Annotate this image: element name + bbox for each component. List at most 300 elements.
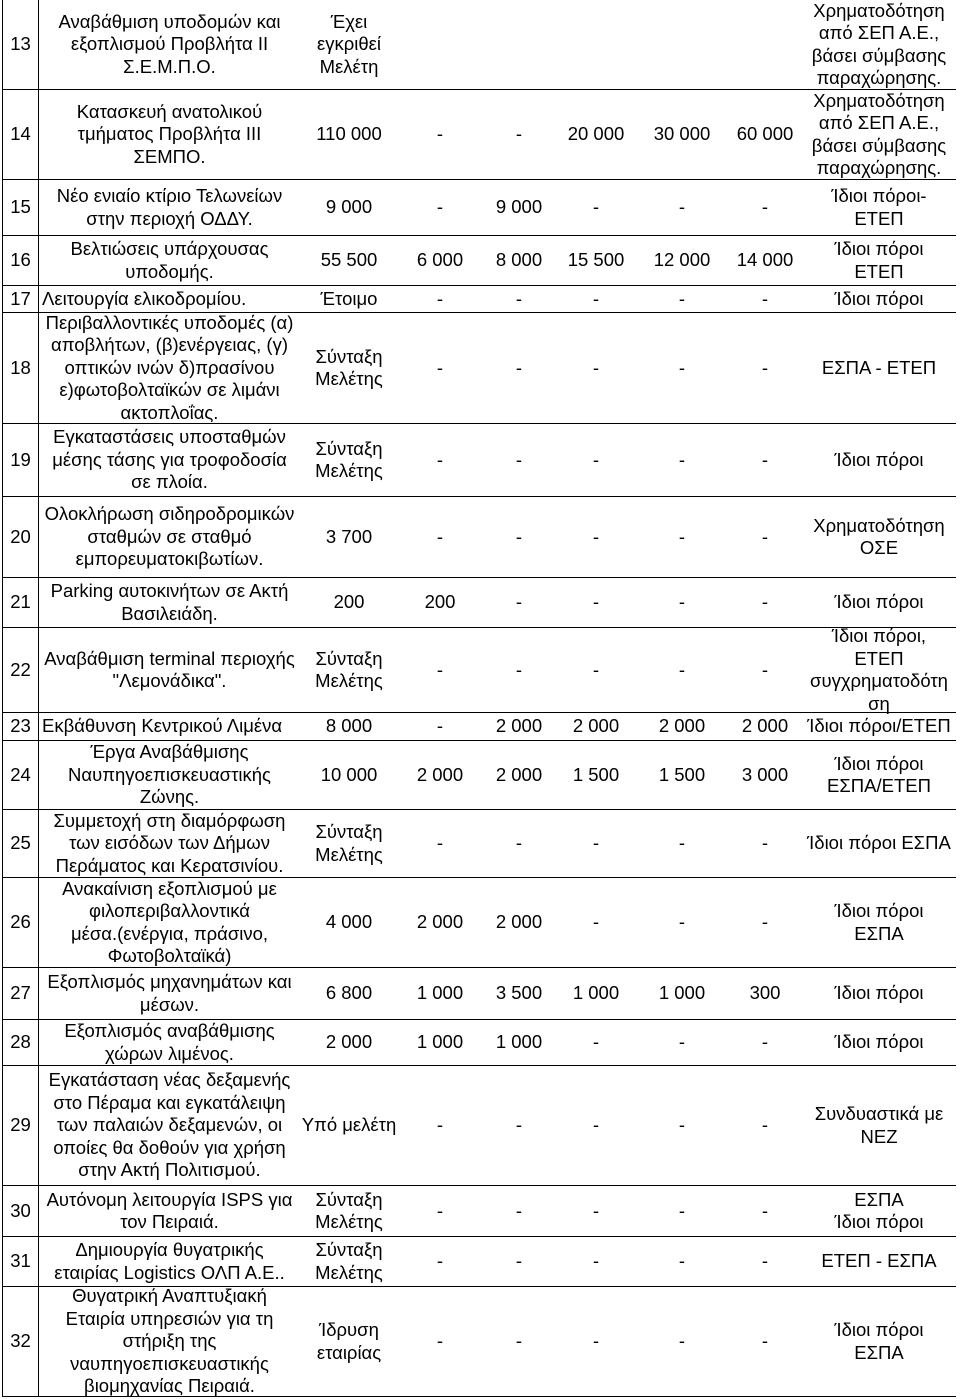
value-cell <box>482 1287 556 1396</box>
value-cell <box>728 1237 802 1286</box>
value: - <box>678 356 686 378</box>
value-cell <box>482 0 556 89</box>
value-cell <box>728 1066 802 1185</box>
project-description-cell <box>39 968 300 1019</box>
value-cell <box>482 497 556 577</box>
value-cell <box>482 424 556 496</box>
value: 1 500 <box>572 763 620 785</box>
row-number-cell <box>3 424 39 496</box>
value-cell <box>482 286 556 312</box>
value: - <box>515 1114 523 1136</box>
value: 2 000 <box>495 911 543 933</box>
status-or-total-cell <box>300 878 398 967</box>
funding-source: Χρηματοδότηση ΟΣΕ <box>813 514 945 558</box>
value: 2 000 <box>572 715 620 737</box>
value: 3 500 <box>495 982 543 1004</box>
funding-source-cell <box>802 1020 956 1065</box>
table-row <box>3 578 956 628</box>
status-or-total-cell <box>300 497 398 577</box>
table-row <box>3 1066 956 1186</box>
row-number: 20 <box>10 525 31 547</box>
value: - <box>761 591 769 613</box>
row-number-cell <box>3 741 39 809</box>
value: - <box>436 196 444 218</box>
value-cell <box>398 968 482 1019</box>
value: 1 500 <box>658 763 706 785</box>
project-description: Εξοπλισμός μηχανημάτων και μέσων. <box>47 971 292 1015</box>
project-description: Εξοπλισμός αναβάθμισης χώρων λιμένος. <box>64 1020 275 1064</box>
value: 3 000 <box>741 763 789 785</box>
project-description-cell <box>39 236 300 285</box>
status-or-total: Σύνταξη Μελέτης <box>315 437 383 481</box>
status-or-total-cell <box>300 1287 398 1396</box>
value-cell <box>556 1186 636 1236</box>
row-number-cell <box>3 236 39 285</box>
funding-source: Ίδιοι πόροι ΕΣΠΑ <box>807 832 951 854</box>
value: - <box>592 911 600 933</box>
value-cell <box>398 810 482 877</box>
funding-source: Ίδιοι πόροι ΕΣΠΑ/ΕΤΕΠ <box>827 752 931 796</box>
funding-source-cell <box>802 497 956 577</box>
value-cell <box>636 1066 728 1185</box>
funding-source-cell <box>802 878 956 967</box>
value: - <box>592 196 600 218</box>
value: 6 000 <box>416 249 464 271</box>
status-or-total: 2 000 <box>325 1031 373 1053</box>
status-or-total-cell <box>300 424 398 496</box>
value: - <box>592 356 600 378</box>
project-description: Λειτουργία ελικοδρομίου. <box>42 287 247 309</box>
value-cell <box>398 286 482 312</box>
funding-source-cell <box>802 90 956 179</box>
value-cell <box>556 1237 636 1286</box>
value-cell <box>636 578 728 627</box>
value: 15 500 <box>567 249 625 271</box>
value: - <box>761 1114 769 1136</box>
value: 12 000 <box>653 249 711 271</box>
value: - <box>436 448 444 470</box>
value: - <box>761 356 769 378</box>
value: - <box>515 356 523 378</box>
project-description: Εκβάθυνση Κεντρικού Λιμένα <box>42 715 283 737</box>
status-or-total-cell <box>300 741 398 809</box>
value: - <box>592 287 600 309</box>
value: 2 000 <box>416 911 464 933</box>
value-cell <box>636 424 728 496</box>
row-number-cell <box>3 1237 39 1286</box>
value-cell <box>556 1020 636 1065</box>
row-number: 26 <box>10 911 31 933</box>
value-cell <box>556 741 636 809</box>
value-cell <box>636 1237 728 1286</box>
funding-source: Χρηματοδότηση από ΣΕΠ Α.Ε., βάσει σύμβασης παραχώρησης. <box>811 89 947 178</box>
status-or-total-cell <box>300 0 398 89</box>
value: - <box>436 356 444 378</box>
funding-source: Ίδιοι πόροι <box>834 287 924 309</box>
funding-source: Ίδιοι πόροι, ΕΤΕΠ συγχρηματοδότη ση <box>810 625 948 714</box>
value-cell <box>636 497 728 577</box>
status-or-total: 9 000 <box>325 196 373 218</box>
value-cell <box>728 180 802 235</box>
value-cell <box>398 236 482 285</box>
value: 8 000 <box>495 249 543 271</box>
value-cell <box>482 1020 556 1065</box>
value-cell <box>728 741 802 809</box>
funding-source-cell <box>802 578 956 627</box>
value-cell <box>728 424 802 496</box>
value-cell <box>482 878 556 967</box>
value-cell <box>398 1066 482 1185</box>
funding-source: Ίδιοι πόροι <box>834 448 924 470</box>
value: - <box>515 448 523 470</box>
status-or-total: 55 500 <box>320 249 378 271</box>
value: - <box>761 1250 769 1272</box>
project-description: Έργα Αναβάθμισης Ναυπηγοεπισκευαστικής Ζώνης. <box>68 741 271 808</box>
value: - <box>678 1199 686 1221</box>
value-cell <box>398 628 482 712</box>
value-cell <box>636 713 728 740</box>
value: - <box>515 525 523 547</box>
value-cell <box>398 90 482 179</box>
funding-source: ΕΣΠΑ Ίδιοι πόροι <box>834 1188 924 1232</box>
value-cell <box>636 286 728 312</box>
funding-source-cell <box>802 1237 956 1286</box>
table-row <box>3 1020 956 1066</box>
status-or-total-cell <box>300 1186 398 1236</box>
row-number-cell <box>3 1066 39 1185</box>
table-row <box>3 0 956 90</box>
table-row <box>3 236 956 286</box>
project-description: Ολοκλήρωση σιδηροδρομικών σταθμών σε σταθμό εμπορευματοκιβωτίων. <box>44 503 295 570</box>
value: 60 000 <box>736 123 794 145</box>
status-or-total: Σύνταξη Μελέτης <box>315 1188 383 1232</box>
status-or-total-cell <box>300 1066 398 1185</box>
value: - <box>436 525 444 547</box>
value-cell <box>636 1287 728 1396</box>
project-description-cell <box>39 713 300 740</box>
value-cell <box>728 313 802 423</box>
table-row <box>3 713 956 741</box>
value: - <box>436 715 444 737</box>
value-cell <box>728 810 802 877</box>
value: - <box>761 1330 769 1352</box>
value-cell <box>556 497 636 577</box>
value: 1 000 <box>658 982 706 1004</box>
project-description: Κατασκευή ανατολικού τμήματος Προβλήτα ΙΙΙ ΣΕΜΠΟ. <box>76 100 263 167</box>
value-cell <box>398 424 482 496</box>
project-description: Εγκαταστάσεις υποσταθμών μέσης τάσης για τροφοδοσία σε πλοία. <box>52 426 287 493</box>
funding-source-cell <box>802 968 956 1019</box>
table-row <box>3 313 956 424</box>
value: 20 000 <box>567 123 625 145</box>
project-description: Συμμετοχή στη διαμόρφωση των εισόδων των Δήμων Περάματος και Κερατσινίου. <box>53 809 286 876</box>
row-number: 22 <box>10 658 31 680</box>
table-row <box>3 878 956 968</box>
value: - <box>592 658 600 680</box>
status-or-total: 3 700 <box>325 525 373 547</box>
table-row <box>3 286 956 313</box>
status-or-total-cell <box>300 968 398 1019</box>
project-description: Αναβάθμιση υποδομών και εξοπλισμού Προβλήτα ΙΙ Σ.Ε.Μ.Π.Ο. <box>58 10 281 77</box>
table-row <box>3 1237 956 1287</box>
status-or-total: Έτοιμο <box>320 287 378 309</box>
funding-source: Ίδιοι πόροι <box>834 591 924 613</box>
value-cell <box>728 236 802 285</box>
row-number-cell <box>3 628 39 712</box>
project-description-cell <box>39 424 300 496</box>
project-description: Περιβαλλοντικές υποδομές (α) αποβλήτων, (β)ενέργειας, (γ) οπτικών ινών δ)πρασίνου ε)φωτοβολταϊκών σε λιμάνι ακτοπλοΐας. <box>45 311 294 423</box>
value: - <box>678 525 686 547</box>
status-or-total: Σύνταξη Μελέτης <box>315 821 383 865</box>
value-cell <box>728 968 802 1019</box>
funding-source-cell <box>802 741 956 809</box>
row-number: 21 <box>10 591 31 613</box>
value: - <box>515 123 523 145</box>
project-description: Αναβάθμιση terminal περιοχής "Λεμονάδικα". <box>44 647 295 691</box>
status-or-total: Έχει εγκριθεί Μελέτη <box>316 10 382 77</box>
funding-source: Ίδιοι πόροι- ΕΤΕΠ <box>831 185 927 229</box>
value: - <box>515 287 523 309</box>
table-row <box>3 424 956 497</box>
project-description-cell <box>39 0 300 89</box>
value: 9 000 <box>495 196 543 218</box>
value-cell <box>398 180 482 235</box>
value-cell <box>556 1066 636 1185</box>
value: 2 000 <box>416 763 464 785</box>
value-cell <box>636 313 728 423</box>
project-description-cell <box>39 180 300 235</box>
row-number-cell <box>3 90 39 179</box>
funding-source: Ίδιοι πόροι/ΕΤΕΠ <box>807 715 951 737</box>
value-cell <box>482 1186 556 1236</box>
value: - <box>592 525 600 547</box>
value: - <box>436 658 444 680</box>
status-or-total-cell <box>300 810 398 877</box>
funding-source-cell <box>802 236 956 285</box>
funding-source: Ίδιοι πόροι ΕΣΠΑ <box>834 1319 924 1363</box>
status-or-total: 6 800 <box>325 982 373 1004</box>
value: - <box>592 832 600 854</box>
funding-source-cell <box>802 180 956 235</box>
value-cell <box>728 1287 802 1396</box>
funding-source: ΕΤΕΠ - ΕΣΠΑ <box>821 1250 937 1272</box>
value-cell <box>398 878 482 967</box>
value-cell <box>636 0 728 89</box>
status-or-total-cell <box>300 236 398 285</box>
funding-source: Ίδιοι πόροι ΕΣΠΑ <box>834 900 924 944</box>
status-or-total: Σύνταξη Μελέτης <box>315 647 383 691</box>
value: 1 000 <box>416 982 464 1004</box>
value-cell <box>636 878 728 967</box>
value: - <box>761 1199 769 1221</box>
status-or-total-cell <box>300 313 398 423</box>
funding-source: Χρηματοδότηση από ΣΕΠ Α.Ε., βάσει σύμβασης παραχώρησης. <box>811 0 947 88</box>
row-number-cell <box>3 1186 39 1236</box>
value: - <box>592 1250 600 1272</box>
value: - <box>436 287 444 309</box>
value: 14 000 <box>736 249 794 271</box>
table-row <box>3 741 956 810</box>
value: - <box>761 196 769 218</box>
row-number-cell <box>3 0 39 89</box>
value-cell <box>482 90 556 179</box>
value-cell <box>482 810 556 877</box>
project-description-cell <box>39 810 300 877</box>
funding-source: Συνδυαστικά με ΝΕΖ <box>814 1103 944 1147</box>
project-description-cell <box>39 1237 300 1286</box>
row-number-cell <box>3 810 39 877</box>
value-cell <box>636 90 728 179</box>
value-cell <box>728 90 802 179</box>
project-description: Parking αυτοκινήτων σε Ακτή Βασιλειάδη. <box>50 580 289 624</box>
value: 2 000 <box>741 715 789 737</box>
value-cell <box>398 713 482 740</box>
value-cell <box>728 713 802 740</box>
project-description: Αυτόνομη λειτουργία ISPS για τον Πειραιά. <box>46 1188 293 1232</box>
funding-source-cell <box>802 1287 956 1396</box>
value-cell <box>728 286 802 312</box>
value: - <box>592 448 600 470</box>
value: 200 <box>424 591 456 613</box>
value: - <box>515 832 523 854</box>
value: - <box>436 123 444 145</box>
funding-source-cell <box>802 0 956 89</box>
row-number-cell <box>3 497 39 577</box>
value-cell <box>636 968 728 1019</box>
project-description-cell <box>39 578 300 627</box>
value: 300 <box>749 982 781 1004</box>
value-cell <box>556 810 636 877</box>
value: - <box>678 1250 686 1272</box>
value-cell <box>728 1020 802 1065</box>
project-description: Εγκατάσταση νέας δεξαμενής στο Πέραμα και εγκατάλειψη των παλαιών δεξαμενών, οι οποίες θα δοθούν για χρήση στην Ακτή Πολιτισμού. <box>48 1069 291 1181</box>
value-cell <box>556 968 636 1019</box>
table-row <box>3 625 956 714</box>
status-or-total-cell <box>300 286 398 312</box>
value-cell <box>636 180 728 235</box>
value-cell <box>728 497 802 577</box>
value: - <box>436 1114 444 1136</box>
row-number-cell <box>3 1020 39 1065</box>
value-cell <box>482 180 556 235</box>
value-cell <box>482 578 556 627</box>
project-description: Θυγατρική Αναπτυξιακή Εταιρία υπηρεσιών για τη στήριξη της ναυπηγοεπισκευαστικής βιομηχανίας Πειραιά. <box>65 1285 274 1397</box>
value: - <box>678 911 686 933</box>
value: - <box>592 1031 600 1053</box>
project-description-cell <box>39 741 300 809</box>
value-cell <box>398 1186 482 1236</box>
status-or-total-cell <box>300 578 398 627</box>
project-description-cell <box>39 1186 300 1236</box>
value-cell <box>398 741 482 809</box>
value-cell <box>398 1020 482 1065</box>
value: - <box>515 1199 523 1221</box>
status-or-total-cell <box>300 90 398 179</box>
row-number-cell <box>3 180 39 235</box>
table-row <box>3 90 956 180</box>
value: 2 000 <box>495 763 543 785</box>
row-number: 16 <box>10 249 31 271</box>
value: - <box>761 911 769 933</box>
status-or-total-cell <box>300 628 398 712</box>
funding-source: Ίδιοι πόροι <box>834 982 924 1004</box>
table-row <box>3 968 956 1020</box>
row-number-cell <box>3 578 39 627</box>
value: - <box>761 832 769 854</box>
value-cell <box>556 424 636 496</box>
value: - <box>678 591 686 613</box>
value: - <box>515 591 523 613</box>
value-cell <box>482 236 556 285</box>
row-number-cell <box>3 1287 39 1396</box>
value-cell <box>556 1287 636 1396</box>
value: - <box>761 1031 769 1053</box>
project-description-cell <box>39 1066 300 1185</box>
status-or-total-cell <box>300 1237 398 1286</box>
row-number-cell <box>3 713 39 740</box>
value-cell <box>636 628 728 712</box>
status-or-total: 8 000 <box>325 715 373 737</box>
value-cell <box>482 313 556 423</box>
funding-source-cell <box>802 713 956 740</box>
value-cell <box>636 236 728 285</box>
value: - <box>515 1330 523 1352</box>
value-cell <box>556 286 636 312</box>
status-or-total: Ίδρυση εταιρίας <box>316 1319 382 1363</box>
value: - <box>592 1199 600 1221</box>
funding-source-cell <box>802 625 956 714</box>
project-description: Δημιουργία θυγατρικής εταιρίας Logistics ΟΛΠ Α.Ε.. <box>54 1239 285 1283</box>
row-number: 14 <box>10 123 31 145</box>
row-number: 19 <box>10 448 31 470</box>
row-number: 25 <box>10 832 31 854</box>
value: - <box>678 448 686 470</box>
value-cell <box>482 968 556 1019</box>
row-number-cell <box>3 313 39 423</box>
funding-source: ΕΣΠΑ - ΕΤΕΠ <box>821 356 937 378</box>
row-number: 24 <box>10 763 31 785</box>
funding-source-cell <box>802 1186 956 1236</box>
value: - <box>515 1250 523 1272</box>
value-cell <box>398 578 482 627</box>
value-cell <box>728 578 802 627</box>
row-number: 18 <box>10 356 31 378</box>
status-or-total: 10 000 <box>320 763 378 785</box>
status-or-total-cell <box>300 180 398 235</box>
value-cell <box>556 313 636 423</box>
row-number-cell <box>3 968 39 1019</box>
value-cell <box>556 236 636 285</box>
project-description-cell <box>39 286 300 312</box>
value: - <box>592 1114 600 1136</box>
status-or-total: Σύνταξη Μελέτης <box>315 345 383 389</box>
value-cell <box>482 713 556 740</box>
value: - <box>761 448 769 470</box>
value: - <box>761 525 769 547</box>
table-row <box>3 497 956 578</box>
project-description-cell <box>39 313 300 423</box>
value-cell <box>636 741 728 809</box>
status-or-total: Υπό μελέτη <box>301 1114 397 1136</box>
row-number: 17 <box>10 287 31 309</box>
value-cell <box>482 628 556 712</box>
value: - <box>592 1330 600 1352</box>
project-description-cell <box>39 497 300 577</box>
project-description: Ανακαίνιση εξοπλισμού με φιλοπεριβαλλοντικά μέσα.(ενέργια, πράσινο, Φωτοβολταϊκά) <box>62 877 277 966</box>
project-description-cell <box>39 1287 300 1396</box>
value-cell <box>556 628 636 712</box>
row-number: 15 <box>10 196 31 218</box>
